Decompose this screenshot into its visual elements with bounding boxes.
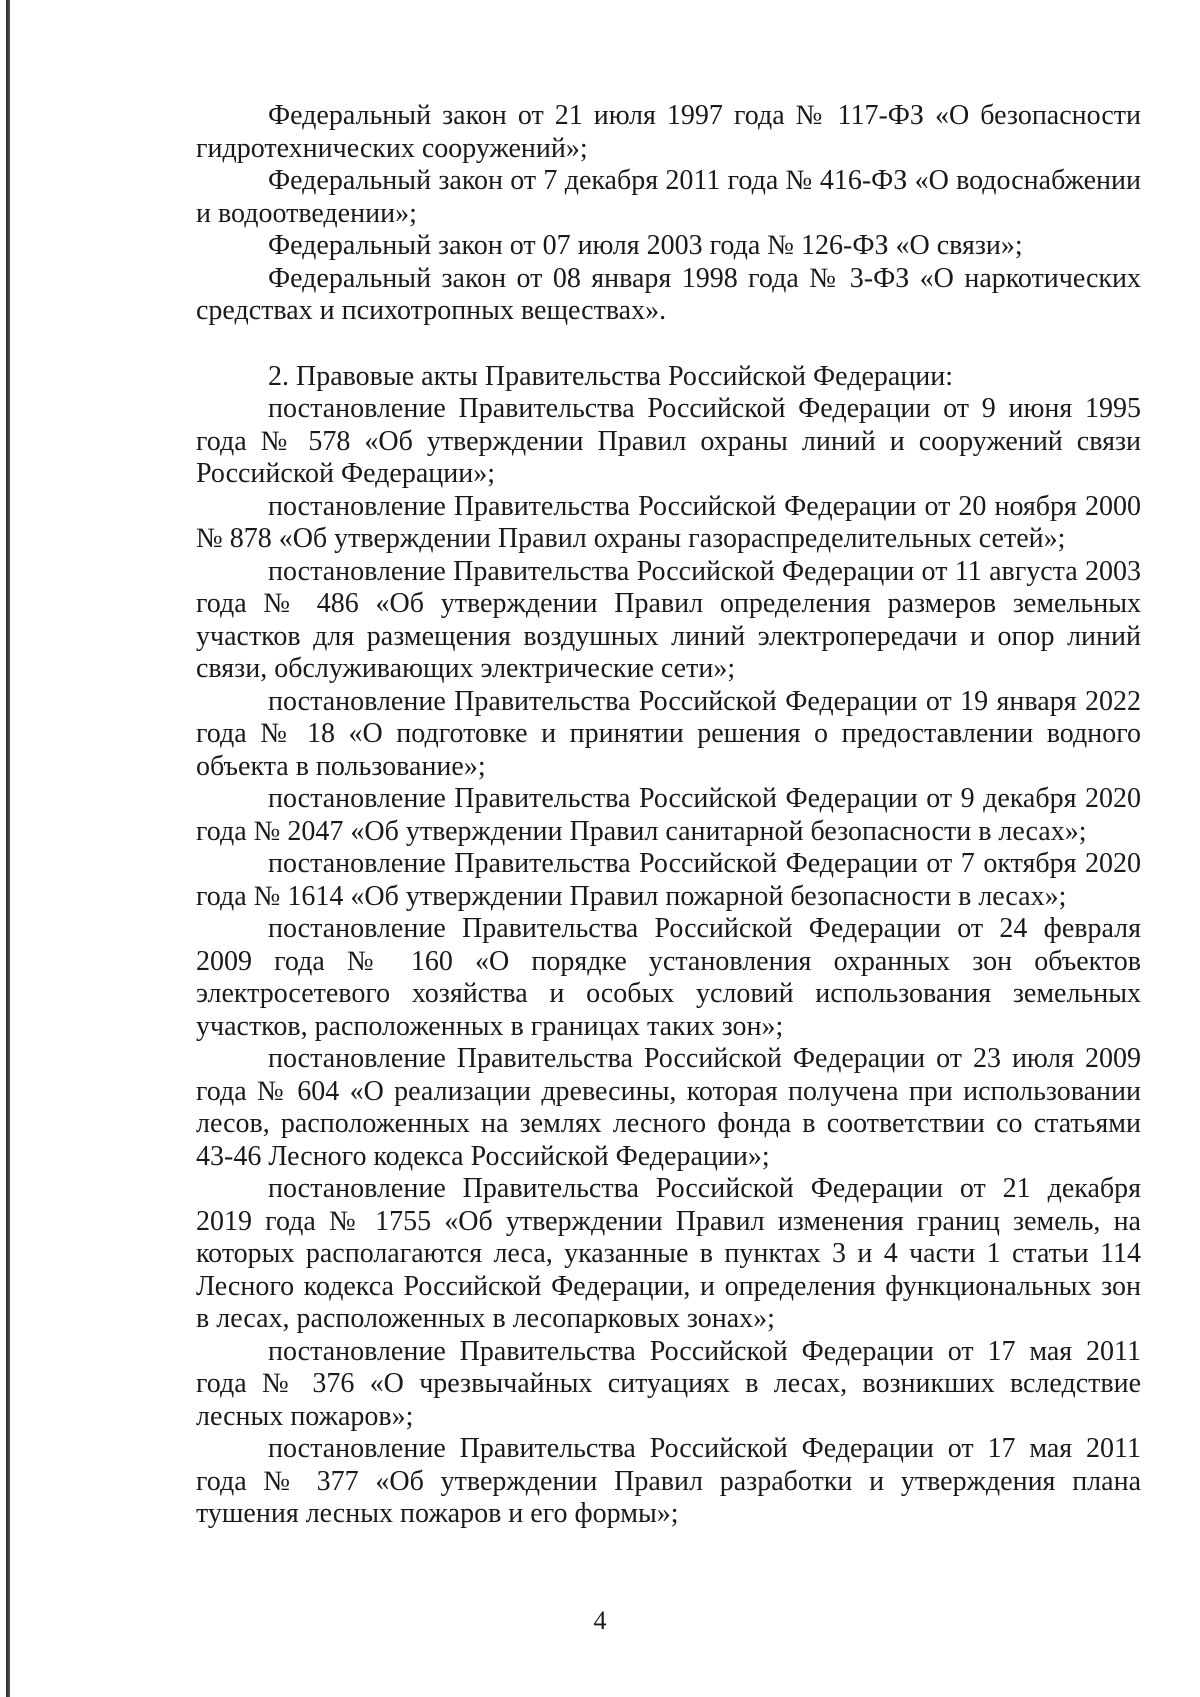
resolution-item: постановление Правительства Российской Федерации от 20 ноября 2000 № 878 «Об утверждении Правил охраны газораспределительных сетей»; — [196, 490, 1141, 554]
resolution-item: постановление Правительства Российской Федерации от 21 декабря 2019 года № 1755 «Об утверждении Правил изменения границ земель, на которых располагаются леса, указанные в пунктах 3 и 4 части 1 статьи 114 Лесного кодекса Российской Федерации, и определения функциональных зон в лесах, расположенных в лесопарковых зонах»; — [196, 1173, 1141, 1334]
resolution-item: постановление Правительства Российской Федерации от 23 июля 2009 года № 604 «О реализации древесины, которая получена при использовании лесов, расположенных на землях лесного фонда в соответствии со статьями 43-46 Лесного кодекса Российской Федерации»; — [196, 1043, 1141, 1172]
scan-edge — [6, 0, 10, 1697]
resolution-item: постановление Правительства Российской Федерации от 19 января 2022 года № 18 «О подготовке и принятии решения о предоставлении водного объекта в пользование»; — [196, 685, 1141, 782]
resolution-item: постановление Правительства Российской Федерации от 7 октября 2020 года № 1614 «Об утверждении Правил пожарной безопасности в лесах»; — [196, 848, 1141, 912]
resolution-item: постановление Правительства Российской Федерации от 9 июня 1995 года № 578 «Об утверждении Правил охраны линий и сооружений связи Российской Федерации»; — [196, 393, 1141, 489]
resolution-item: постановление Правительства Российской Федерации от 17 мая 2011 года № 377 «Об утверждении Правил разработки и утверждения плана тушения лесных пожаров и его формы»; — [196, 1433, 1141, 1529]
law-item: Федеральный закон от 07 июля 2003 года № 126-ФЗ «О связи»; — [268, 230, 1023, 261]
resolution-item: постановление Правительства Российской Федерации от 11 августа 2003 года № 486 «Об утверждении Правил определения размеров земельных участков для размещения воздушных линий электропередачи и опор линий связи, обслуживающих электрические сети»; — [196, 555, 1141, 684]
resolution-item: постановление Правительства Российской Федерации от 9 декабря 2020 года № 2047 «Об утверждении Правил санитарной безопасности в лесах»; — [196, 783, 1141, 847]
law-item: Федеральный закон от 7 декабря 2011 года № 416-ФЗ «О водоснабжении и водоотведении»; — [196, 165, 1141, 229]
page-number: 4 — [593, 1606, 607, 1635]
resolution-item: постановление Правительства Российской Федерации от 17 мая 2011 года № 376 «О чрезвычайных ситуациях в лесах, возникших вследствие лесных пожаров»; — [196, 1335, 1141, 1432]
document-body — [196, 100, 1141, 1531]
section-spacer — [196, 328, 1141, 361]
section-heading: 2. Правовые акты Правительства Российской Федерации: — [268, 360, 954, 392]
law-item: Федеральный закон от 21 июля 1997 года № 117-ФЗ «О безопасности гидротехнических сооружений»; — [196, 100, 1141, 164]
resolution-item: постановление Правительства Российской Федерации от 24 февраля 2009 года № 160 «О порядке установления охранных зон объектов электросетевого хозяйства и особых условий использования земельных участков, расположенных в границах таких зон»; — [196, 913, 1141, 1042]
law-item: Федеральный закон от 08 января 1998 года № 3-ФЗ «О наркотических средствах и психотропных веществах». — [196, 262, 1141, 326]
